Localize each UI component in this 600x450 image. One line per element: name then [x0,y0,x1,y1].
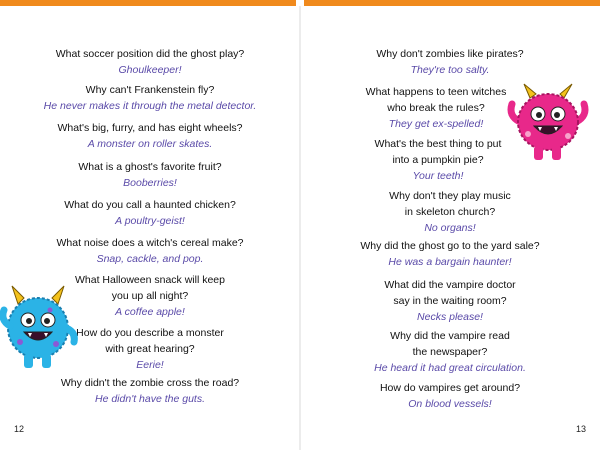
joke-answer: Snap, cackle, and pop. [96,253,204,265]
joke-answer: Necks please! [417,311,483,323]
joke-question-line-2: in skeleton church? [404,206,496,218]
joke-question: What is a ghost's favorite fruit? [78,161,222,173]
right-page [300,0,600,450]
joke-item [0,159,300,191]
joke-question-line-1: How do you describe a monster [76,327,224,339]
joke-answer: Ghoulkeeper! [118,64,182,76]
joke-question: What noise does a witch's cereal make? [56,237,244,249]
joke-answer: On blood vessels! [408,398,492,410]
joke-item [0,46,300,78]
joke-answer: Your teeth! [412,170,464,182]
page-number: 12 [14,424,25,434]
joke-question: What do you call a haunted chicken? [64,199,236,211]
joke-item [0,235,300,267]
joke-item [300,188,600,236]
joke-question: How do vampires get around? [379,382,521,394]
page-number: 13 [576,424,587,434]
joke-item [0,120,300,152]
joke-answer: They get ex-spelled! [388,118,484,130]
joke-question-line-1: What Halloween snack will keep [75,274,225,286]
joke-question: Why didn't the zombie cross the road? [60,377,240,389]
joke-question: Why can't Frankenstein fly? [85,84,215,96]
joke-item [300,238,600,270]
joke-question-line-2: who break the rules? [387,102,485,114]
joke-answer: A monster on roller skates. [87,138,213,150]
joke-question-line-1: What happens to teen witches [365,86,507,98]
joke-item [300,46,600,78]
joke-answer: A poultry-geist! [115,215,185,227]
joke-question-line-2: with great hearing? [105,343,195,355]
joke-item [300,380,600,412]
joke-answer: No organs! [424,222,476,234]
joke-question-line-2: you up all night? [111,290,189,302]
joke-answer: He heard it had great circulation. [374,362,526,374]
joke-item [0,82,300,114]
joke-answer: Eerie! [136,359,164,371]
joke-question-line-1: Why don't they play music [389,190,511,202]
joke-answer: He was a bargain haunter! [388,256,512,268]
joke-answer: Booberries! [123,177,177,189]
joke-item [300,277,600,325]
blue-monster-illustration [0,282,78,372]
joke-question: Why don't zombies like pirates? [376,48,524,60]
joke-question: What soccer position did the ghost play? [55,48,245,60]
pink-monster-illustration [506,82,592,164]
joke-question-line-2: say in the waiting room? [393,295,507,307]
joke-answer: They're too salty. [410,64,490,76]
joke-answer: He didn't have the guts. [95,393,205,405]
joke-item [0,197,300,229]
joke-item [0,375,300,407]
joke-question: Why did the ghost go to the yard sale? [360,240,540,252]
joke-question-line-1: What's the best thing to put [374,138,502,150]
joke-answer: He never makes it through the metal detector. [43,100,257,112]
joke-question-line-1: Why did the vampire read [390,330,510,342]
joke-question: What's big, furry, and has eight wheels? [57,122,243,134]
joke-question-line-1: What did the vampire doctor [384,279,516,291]
joke-question-line-2: the newspaper? [412,346,488,358]
joke-answer: A coffee apple! [115,306,185,318]
joke-question-line-2: into a pumpkin pie? [392,154,484,166]
joke-item [300,328,600,376]
